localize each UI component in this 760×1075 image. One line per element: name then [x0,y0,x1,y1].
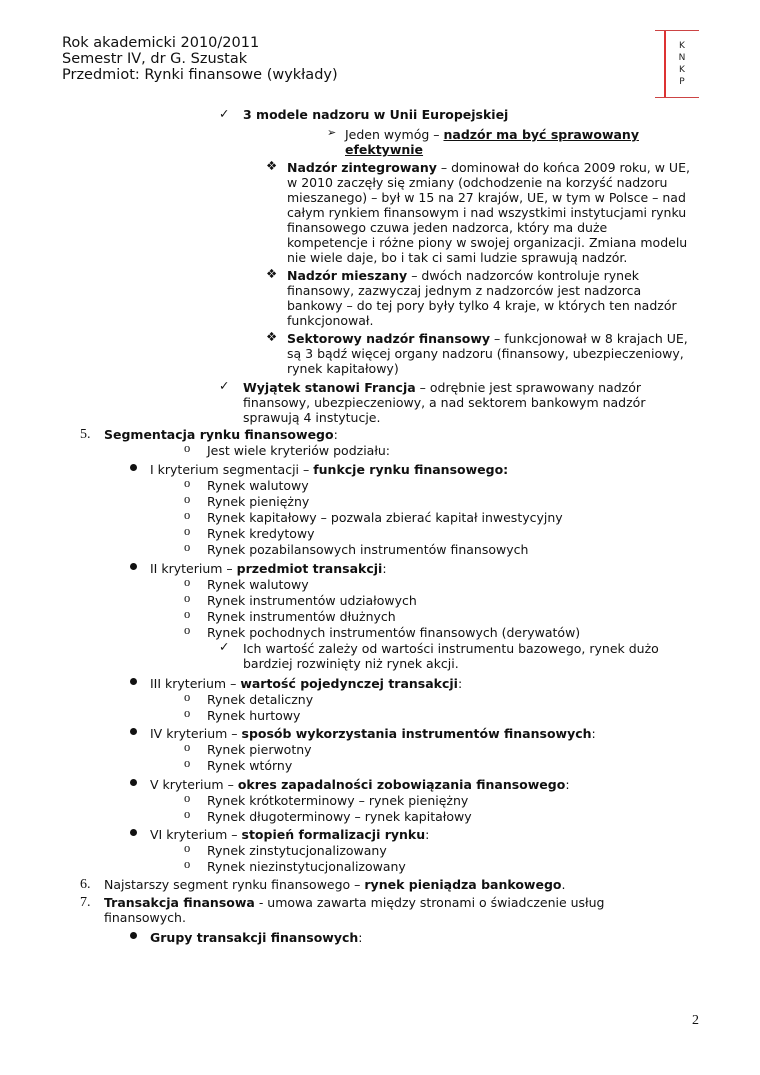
page-number: 2 [692,1013,699,1028]
financial-transaction: Transakcja finansowa - umowa zawarta między stronami o świadczenie usług [104,895,605,910]
circle-bullet-icon: o [184,841,191,855]
circle-bullet-icon: o [184,575,191,589]
circle-bullet-icon: o [184,690,191,704]
requirement-line: Jeden wymóg – nadzór ma być sprawowany [345,127,639,142]
list-item: Rynek detaliczny [207,692,314,707]
diamond-bullet-icon: ❖ [266,266,278,281]
text-line: finansowych. [104,910,186,925]
checkmark-icon: ✓ [219,106,230,121]
requirement-line-cont: efektywnie [345,142,424,157]
header-line-year: Rok akademicki 2010/2011 [62,35,260,51]
list-item: Rynek pozabilansowych instrumentów finansowych [207,542,529,557]
bullet-dot-icon [130,728,137,735]
list-item: Rynek zinstytucjonalizowany [207,843,387,858]
heading-segmentation: Segmentacja rynku finansowego: [104,427,338,442]
circle-bullet-icon: o [184,623,191,637]
circle-bullet-icon: o [184,540,191,554]
circle-bullet-icon: o [184,791,191,805]
criterion-2: II kryterium – przedmiot transakcji: [150,561,387,576]
logo-red-bar [664,31,666,97]
circle-bullet-icon: o [184,740,191,754]
bullet-dot-icon [130,932,137,939]
circle-bullet-icon: o [184,807,191,821]
logo-letter: P [679,77,685,87]
list-item: Rynek kapitałowy – pozwala zbierać kapitał inwestycyjny [207,510,563,525]
integrated-supervision: Nadzór zintegrowany – dominował do końca 2009 roku, w UE, [287,160,690,175]
text-line: funkcjonował. [287,313,374,328]
list-number: 6. [80,877,91,892]
mixed-supervision: Nadzór mieszany – dwóch nadzorców kontroluje rynek [287,268,639,283]
bullet-dot-icon [130,779,137,786]
list-item: Rynek pieniężny [207,494,310,509]
circle-bullet-icon: o [184,756,191,770]
list-item: Rynek instrumentów dłużnych [207,609,396,624]
circle-bullet-icon: o [184,508,191,522]
header-line-semester: Semestr IV, dr G. Szustak [62,51,248,67]
list-item: Rynek pochodnych instrumentów finansowych (derywatów) [207,625,581,640]
diamond-bullet-icon: ❖ [266,329,278,344]
text-line: w 2010 zaczęły się zmiany (odchodzenie na korzyść nadzoru [287,175,668,190]
list-item: Rynek hurtowy [207,708,301,723]
circle-bullet-icon: o [184,492,191,506]
list-item: Jest wiele kryteriów podziału: [207,443,391,458]
oldest-segment: Najstarszy segment rynku finansowego – rynek pieniądza bankowego. [104,877,566,892]
knkp-logo [655,30,699,98]
text-line: sprawują 4 instytucje. [243,410,381,425]
text-line: finansowego czuwa jeden nadzorca, który ma duże [287,220,608,235]
list-item: Rynek niezinstytucjonalizowany [207,859,406,874]
bullet-dot-icon [130,829,137,836]
circle-bullet-icon: o [184,441,191,455]
text-line: finansowy, ubezpieczeniowy, a nad sektorem bankowym nadzór [243,395,646,410]
text-line: kompetencje i różne piony w swojej organizacji. Zmiana modelu [287,235,688,250]
bullet-dot-icon [130,678,137,685]
text-line: całym rynkiem finansowym i nad wszystkimi instytucjami rynku [287,205,687,220]
logo-letter: K [679,41,685,51]
diamond-bullet-icon: ❖ [266,158,278,173]
arrow-bullet-icon: ➢ [327,126,337,139]
text-line: mieszanego) – był w 15 na 27 krajów, UE, w tym w Polsce – nad [287,190,686,205]
list-number: 5. [80,427,91,442]
list-item: Rynek krótkoterminowy – rynek pieniężny [207,793,469,808]
list-item: Rynek walutowy [207,478,309,493]
text-line: bankowy – do tej pory były tylko 4 kraje, w których ten nadzór [287,298,677,313]
circle-bullet-icon: o [184,591,191,605]
criterion-1: I kryterium segmentacji – funkcje rynku finansowego: [150,462,509,477]
circle-bullet-icon: o [184,706,191,720]
list-item: Rynek pierwotny [207,742,312,757]
list-item: Rynek instrumentów udziałowych [207,593,417,608]
circle-bullet-icon: o [184,857,191,871]
circle-bullet-icon: o [184,476,191,490]
text-line: bardziej rozwinięty niż rynek akcji. [243,656,459,671]
checkmark-icon: ✓ [219,378,230,393]
list-item: Rynek długoterminowy – rynek kapitałowy [207,809,472,824]
text-line: finansowy, zazwyczaj jednym z nadzorców jest nadzorca [287,283,642,298]
text-line: rynek kapitałowy) [287,361,399,376]
criterion-6: VI kryterium – stopień formalizacji rynku: [150,827,430,842]
criterion-3: III kryterium – wartość pojedynczej transakcji: [150,676,463,691]
bullet-dot-icon [130,563,137,570]
circle-bullet-icon: o [184,607,191,621]
text-line: Ich wartość zależy od wartości instrumentu bazowego, rynek dużo [243,641,659,656]
transaction-groups: Grupy transakcji finansowych: [150,930,363,945]
text-line: są 3 bądź więcej organy nadzoru (finansowy, ubezpieczeniowy, [287,346,684,361]
list-item: Rynek walutowy [207,577,309,592]
france-exception: Wyjątek stanowi Francja – odrębnie jest sprawowany nadzór [243,380,641,395]
criterion-5: V kryterium – okres zapadalności zobowiązania finansowego: [150,777,570,792]
logo-letter: N [678,53,686,63]
bullet-dot-icon [130,464,137,471]
list-number: 7. [80,895,91,910]
heading-3-models: 3 modele nadzoru w Unii Europejskiej [243,107,509,122]
header-line-subject: Przedmiot: Rynki finansowe (wykłady) [62,67,338,83]
criterion-4: IV kryterium – sposób wykorzystania instrumentów finansowych: [150,726,596,741]
sectoral-supervision: Sektorowy nadzór finansowy – funkcjonował w 8 krajach UE, [287,331,688,346]
logo-letter: K [679,65,685,75]
list-item: Rynek wtórny [207,758,293,773]
text-line: nie wiele daje, bo i tak ci sami ludzie sprawują nadzór. [287,250,628,265]
checkmark-icon: ✓ [219,639,230,654]
list-item: Rynek kredytowy [207,526,315,541]
circle-bullet-icon: o [184,524,191,538]
